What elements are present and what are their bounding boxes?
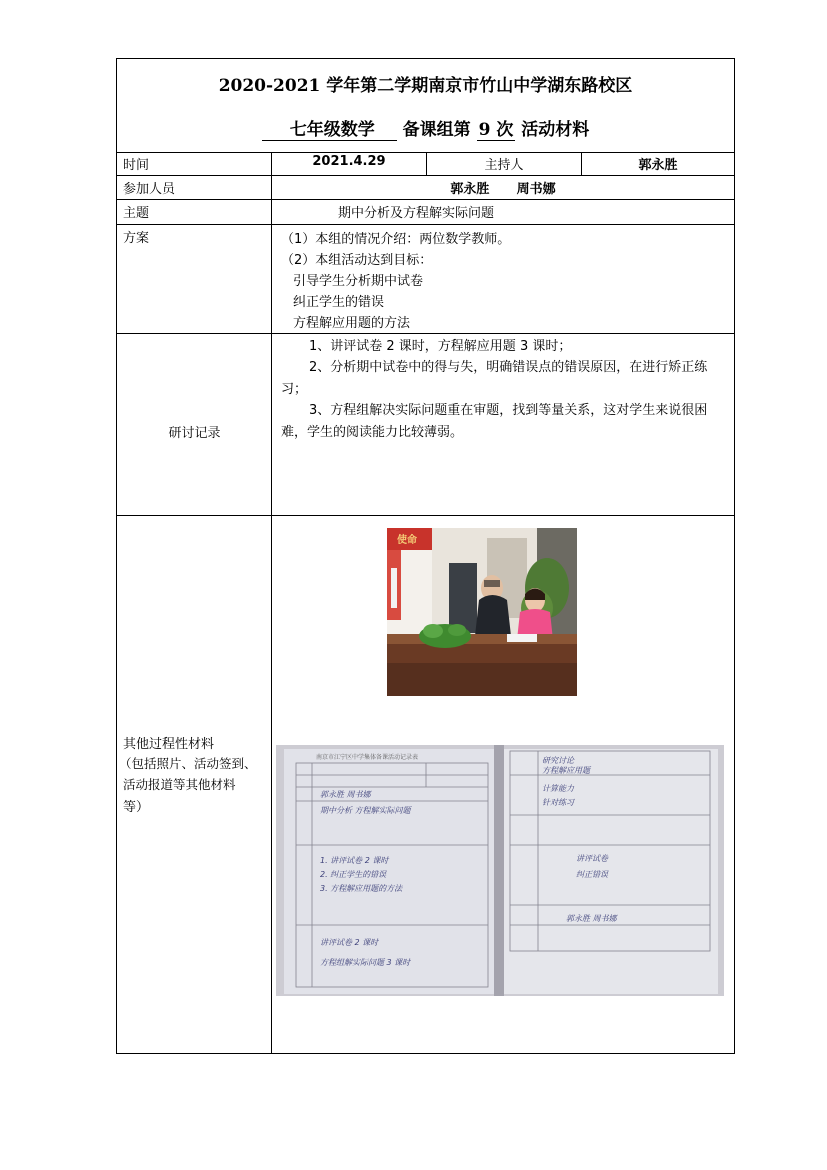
- doc-left-line-1: 郭永胜 周书娜: [320, 790, 371, 799]
- date-value: 2021.4.29: [272, 152, 427, 175]
- participants-row: [117, 176, 734, 200]
- activity-title: [117, 115, 734, 141]
- record-point-3: 3、方程组解决实际问题重在审题，找到等量关系，这对学生来说很困难，学生的阅读能力比较薄弱。: [281, 403, 708, 440]
- time-label: 时间: [117, 152, 272, 175]
- topic-value: 期中分析及方程解实际问题: [338, 206, 495, 221]
- doc-left-line-6: 讲评试卷 2 课时: [320, 938, 379, 947]
- plan-row: [117, 225, 734, 334]
- topic-row: [117, 200, 734, 225]
- meeting-photo: [387, 528, 577, 696]
- doc-right-line-7: 郭永胜 周书娜: [566, 914, 617, 923]
- discussion-label-cell: [117, 334, 272, 515]
- participants-label: 参加人员: [117, 176, 272, 199]
- materials-row: [117, 516, 734, 1053]
- doc-left-line-5: 3. 方程解应用题的方法: [320, 884, 403, 893]
- activity-record-sheet: [116, 58, 735, 1054]
- materials-label-2: （包括照片、活动签到、: [119, 756, 257, 771]
- record-book-header: 南京市江宁区中学集体备课活动记录表: [316, 754, 419, 761]
- group-label: 备课组第: [402, 120, 471, 140]
- photo-banner-text: 使命: [397, 535, 417, 546]
- session-number: 9 次: [478, 120, 514, 140]
- doc-right-line-1: 研究讨论: [542, 756, 574, 765]
- doc-right-line-3: 计算能力: [542, 784, 574, 793]
- grade-subject: 七年级数学: [262, 120, 397, 141]
- title-block: [117, 59, 734, 153]
- meeting-photo-graphic: [387, 528, 577, 696]
- doc-right-line-2: 方程解应用题: [542, 766, 590, 775]
- plan-line-3: 引导学生分析期中试卷: [293, 274, 424, 289]
- host-value: 郭永胜: [638, 158, 678, 173]
- doc-left-line-2: 期中分析 方程解实际问题: [320, 806, 411, 815]
- plan-label: 方案: [117, 225, 272, 333]
- material-label: 活动材料: [521, 120, 590, 140]
- materials-content: [272, 516, 734, 1053]
- doc-right-line-5: 讲评试卷: [576, 854, 608, 863]
- time-row: [117, 152, 734, 176]
- record-book-photo: [276, 745, 724, 996]
- materials-label-4: 等）: [123, 800, 150, 815]
- plan-line-4: 纠正学生的错误: [293, 295, 385, 310]
- plan-line-1: （1）本组的情况介绍：两位数学教师。: [281, 232, 511, 247]
- participants-value: 郭永胜 周书娜: [450, 182, 556, 197]
- materials-label-3: 活动报道等其他材料: [123, 777, 236, 792]
- school-title: 2020-2021 学年第二学期南京市竹山中学湖东路校区: [218, 76, 633, 96]
- record-point-1: 1、讲评试卷 2 课时，方程解应用题 3 课时；: [309, 339, 572, 354]
- record-point-2: 2、分析期中试卷中的得与失，明确错误点的错误原因，在进行矫正练习；: [281, 360, 708, 397]
- doc-left-line-4: 2. 纠正学生的错误: [320, 870, 387, 879]
- host-label: 主持人: [427, 152, 582, 175]
- materials-label-cell: [117, 516, 272, 1053]
- doc-left-line-3: 1. 讲评试卷 2 课时: [320, 856, 389, 865]
- discussion-row: [117, 334, 734, 516]
- plan-line-2: （2）本组活动达到目标：: [281, 253, 433, 268]
- doc-left-line-7: 方程组解实际问题 3 课时: [320, 958, 411, 967]
- plan-line-5: 方程解应用题的方法: [293, 316, 411, 331]
- discussion-label: 研讨记录: [168, 426, 221, 441]
- plan-content: [272, 225, 734, 333]
- doc-right-line-6: 纠正错误: [576, 870, 608, 879]
- record-book-graphic: [276, 745, 724, 996]
- topic-label: 主题: [117, 200, 272, 224]
- materials-label-1: 其他过程性材料: [123, 737, 215, 752]
- discussion-content: [272, 334, 734, 515]
- doc-right-line-4: 针对练习: [542, 798, 574, 807]
